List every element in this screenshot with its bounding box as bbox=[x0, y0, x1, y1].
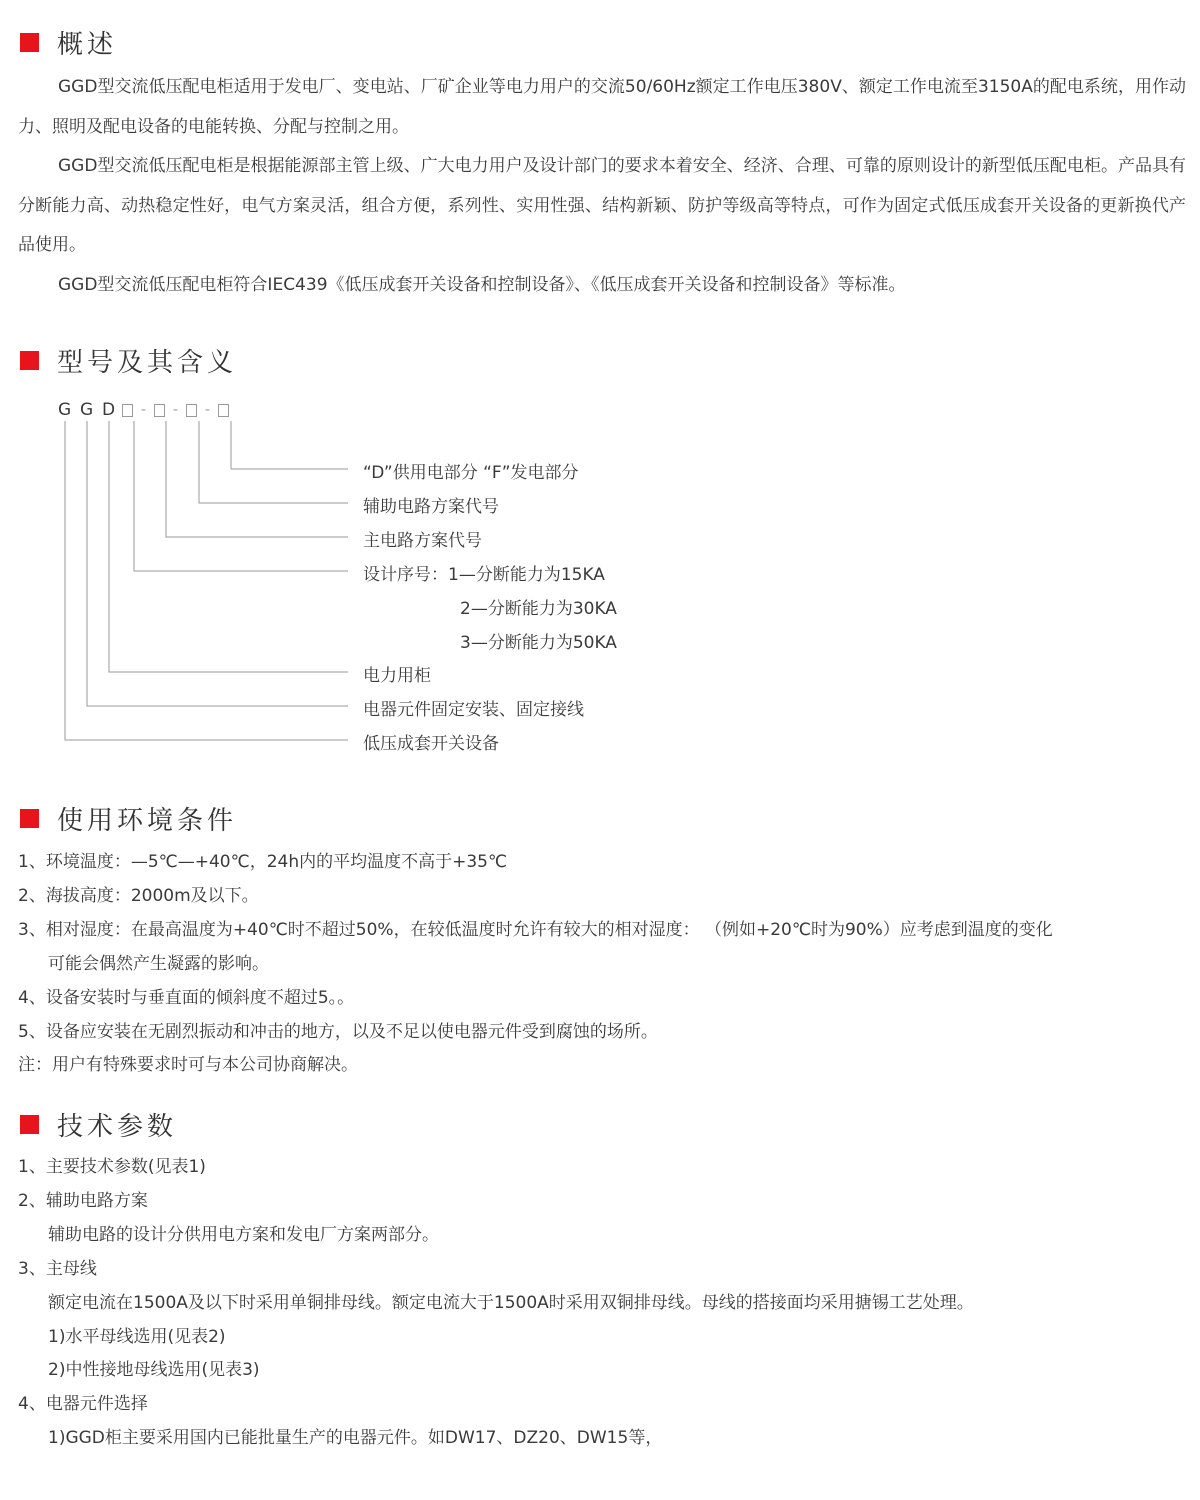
environment-item: 4、设备安装时与垂直面的倾斜度不超过5。。 bbox=[18, 988, 355, 1008]
tech-subitem: 1)GGD柜主要采用国内已能批量生产的电器元件。如DW17、DZ20、DW15等， bbox=[48, 1428, 663, 1448]
bracket-line bbox=[231, 421, 348, 469]
bracket-line bbox=[166, 421, 348, 537]
model-desc-part: “D”供用电部分 “F”发电部分 bbox=[363, 463, 579, 483]
code-letter: D bbox=[102, 400, 116, 420]
red-square-icon bbox=[20, 1115, 39, 1134]
environment-item: 3、相对湿度：在最高温度为+40℃时不超过50%，在较低温度时允许有较大的相对湿度： （例如+20℃时为90%）应考虑到温度的变化 bbox=[18, 920, 1053, 940]
overview-paragraph-1: GGD型交流低压配电柜适用于发电厂、变电站、厂矿企业等电力用户的交流50/60Hz额定工作电压380V、额定工作电流至3150A的配电系统，用作动力、照明及配电设备的电能转换、分配与控制之用。 bbox=[18, 77, 1186, 137]
tech-subitem: 1)水平母线选用(见表2) bbox=[48, 1327, 226, 1347]
model-desc-design-no: 设计序号：1—分断能力为15KA bbox=[363, 565, 605, 585]
tech-item-detail: 额定电流在1500A及以下时采用单铜排母线。额定电流大于1500A时采用双铜排母线。母线的搭接面均采用搪锡工艺处理。 bbox=[48, 1293, 974, 1313]
overview-paragraph-2: GGD型交流低压配电柜是根据能源部主管上级、广大电力用户及设计部门的要求本着安全、经济、合理、可靠的原则设计的新型低压配电柜。产品具有分断能力高、动热稳定性好，电气方案灵活，组合方便，系列性、实用性强、结构新颖、防护等级高等特点，可作为固定式低压成套开关设备的更新换代产品使用。 bbox=[18, 156, 1186, 255]
environment-item: 5、设备应安装在无剧烈振动和冲击的地方，以及不足以使电器元件受到腐蚀的场所。 bbox=[18, 1022, 658, 1042]
red-square-icon bbox=[20, 809, 39, 828]
model-desc-power-cabinet: 电力用柜 bbox=[363, 666, 431, 686]
environment-item-continued: 可能会偶然产生凝露的影响。 bbox=[48, 954, 269, 974]
tech-subitem: 2)中性接地母线选用(见表3) bbox=[48, 1360, 260, 1380]
model-desc-design-no-2: 2—分断能力为30KA bbox=[460, 599, 617, 619]
section-title: 使用环境条件 bbox=[57, 806, 238, 836]
model-desc-design-no-3: 3—分断能力为50KA bbox=[460, 633, 617, 653]
code-dash: - bbox=[172, 402, 179, 418]
model-desc-main-circuit: 主电路方案代号 bbox=[363, 531, 482, 551]
code-letter: G bbox=[80, 400, 94, 420]
code-dash: - bbox=[140, 402, 147, 418]
environment-item: 2、海拔高度：2000m及以下。 bbox=[18, 886, 259, 906]
bracket-line bbox=[199, 421, 348, 503]
model-desc-aux-circuit: 辅助电路方案代号 bbox=[363, 497, 499, 517]
section-environment-header bbox=[20, 800, 237, 837]
section-title: 技术参数 bbox=[57, 1112, 178, 1142]
tech-item: 1、主要技术参数(见表1) bbox=[18, 1157, 206, 1177]
environment-note: 注：用户有特殊要求时可与本公司协商解决。 bbox=[18, 1055, 358, 1075]
model-desc-switchgear: 低压成套开关设备 bbox=[363, 734, 499, 754]
section-title: 型号及其含义 bbox=[57, 348, 238, 378]
overview-paragraph-3: GGD型交流低压配电柜符合IEC439《低压成套开关设备和控制设备》、《低压成套开关设备和控制设备》等标准。 bbox=[58, 275, 906, 295]
bracket-line bbox=[87, 421, 348, 706]
tech-item-detail: 辅助电路的设计分供用电方案和发电厂方案两部分。 bbox=[48, 1225, 439, 1245]
section-title: 概述 bbox=[57, 30, 118, 60]
bracket-line bbox=[109, 421, 348, 672]
section-tech-header bbox=[20, 1106, 177, 1143]
tech-item: 4、电器元件选择 bbox=[18, 1394, 148, 1414]
code-dash: - bbox=[204, 402, 211, 418]
code-letter: G bbox=[58, 400, 72, 420]
tech-item: 2、辅助电路方案 bbox=[18, 1191, 148, 1211]
environment-item: 1、环境温度：—5℃—+40℃，24h内的平均温度不高于+35℃ bbox=[18, 852, 508, 872]
model-desc-fixed-install: 电器元件固定安装、固定接线 bbox=[363, 700, 584, 720]
tech-item: 3、主母线 bbox=[18, 1259, 97, 1279]
